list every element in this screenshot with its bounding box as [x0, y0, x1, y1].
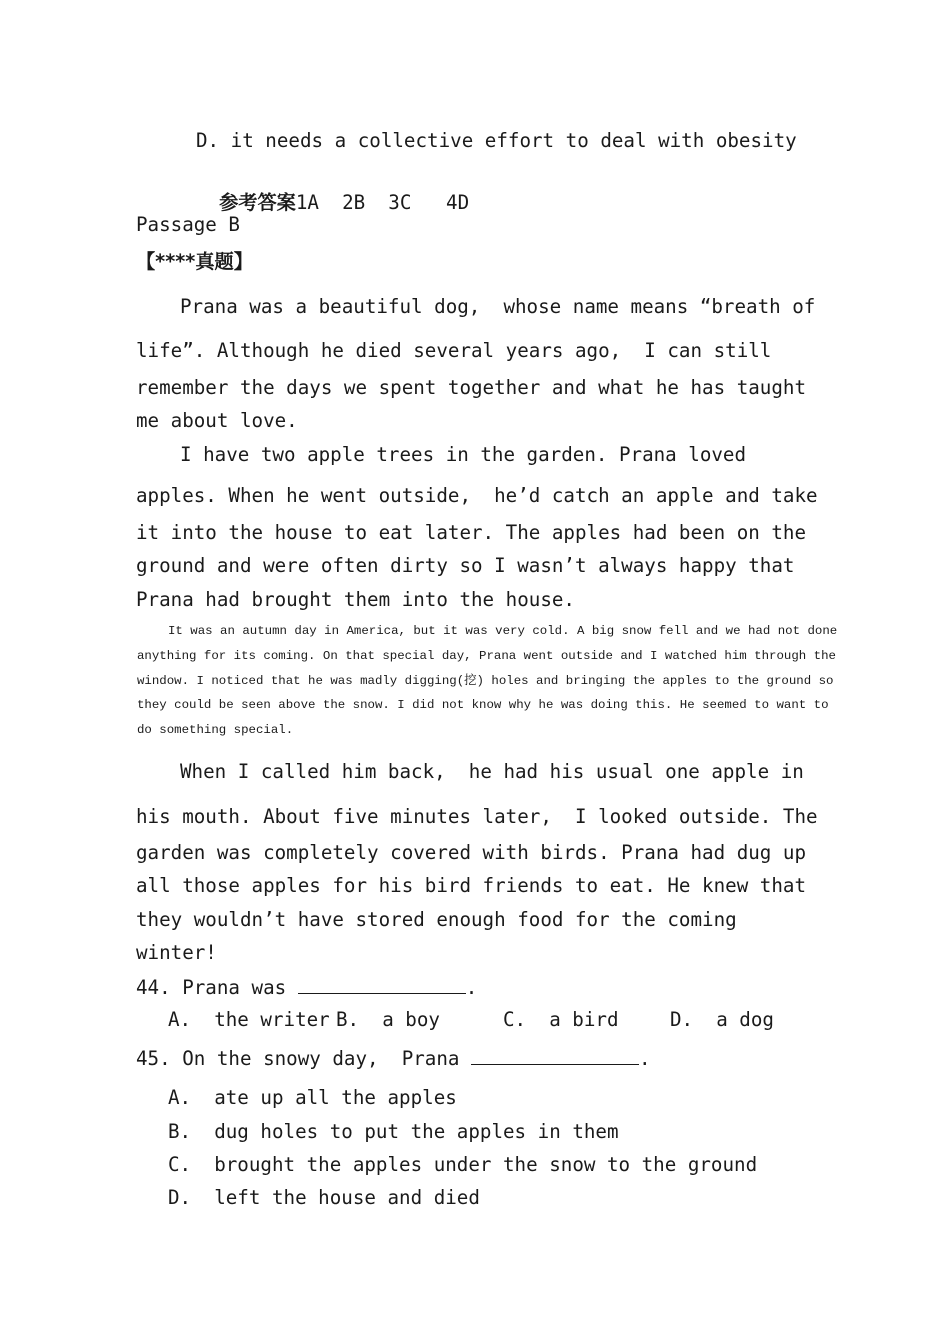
para4-line: garden was completely covered with birds. Prana had dug up	[136, 841, 807, 864]
q45-option-b[interactable]: B. dug holes to put the apples in them	[168, 1120, 619, 1143]
question-stem: 44. Prana was	[136, 976, 298, 999]
question-stem: 45. On the snowy day, Prana	[136, 1047, 472, 1070]
para4-line: all those apples for his bird friends to eat. He knew that	[136, 874, 807, 897]
q45-option-c[interactable]: C. brought the apples under the snow to the ground	[168, 1153, 758, 1176]
answer-blank[interactable]	[471, 1048, 639, 1065]
q44-option-c[interactable]: C. a bird	[503, 1008, 619, 1031]
para2-line: ground and were often dirty so I wasn’t always happy that	[136, 554, 795, 577]
answer-label: 参考答案	[219, 191, 296, 215]
q45-option-a[interactable]: A. ate up all the apples	[168, 1086, 457, 1109]
para1-line: Prana was a beautiful dog, whose name means “breath of	[180, 295, 816, 318]
para2-line: it into the house to eat later. The apples had been on the	[136, 521, 807, 544]
para1-line: me about love.	[136, 409, 298, 432]
q44-option-b[interactable]: B. a boy	[336, 1008, 440, 1031]
para4-line: his mouth. About five minutes later, I looked outside. The	[136, 805, 818, 828]
para4-line: they wouldn’t have stored enough food for the coming	[136, 908, 737, 931]
para4-line: When I called him back, he had his usual one apple in	[180, 760, 804, 783]
passage-title: Passage B	[136, 213, 240, 236]
para3-line: they could be seen above the snow. I did not know why he was doing this. He seemed to want to	[137, 698, 829, 712]
answer-key	[196, 174, 470, 215]
para3-line: do something special.	[137, 723, 294, 737]
source-tag: 【****真题】	[136, 250, 253, 273]
para2-line: I have two apple trees in the garden. Prana loved	[180, 443, 747, 466]
question-44: 44. Prana was .	[136, 976, 478, 999]
answer-blank[interactable]	[298, 977, 466, 994]
para1-line: remember the days we spent together and what he has taught	[136, 376, 807, 399]
para3-line: anything for its coming. On that special day, Prana went outside and I watched him through the	[137, 649, 836, 663]
question-45: 45. On the snowy day, Prana .	[136, 1047, 651, 1070]
para3-line: window. I noticed that he was madly digging(挖) holes and bringing the apples to the ground so	[137, 674, 834, 688]
para3-line: It was an autumn day in America, but it was very cold. A big snow fell and we had not done	[168, 624, 838, 638]
para1-line: life”. Although he died several years ago, I can still	[136, 339, 772, 362]
answer-values: 1A 2B 3C 4D	[295, 191, 470, 215]
q44-option-a[interactable]: A. the writer	[168, 1008, 330, 1031]
q45-option-d[interactable]: D. left the house and died	[168, 1186, 480, 1209]
para2-line: Prana had brought them into the house.	[136, 588, 575, 611]
para4-line: winter!	[136, 941, 217, 964]
prev-option-d: D. it needs a collective effort to deal with obesity	[196, 129, 797, 152]
q44-option-d[interactable]: D. a dog	[670, 1008, 774, 1031]
para2-line: apples. When he went outside, he’d catch an apple and take	[136, 484, 818, 507]
